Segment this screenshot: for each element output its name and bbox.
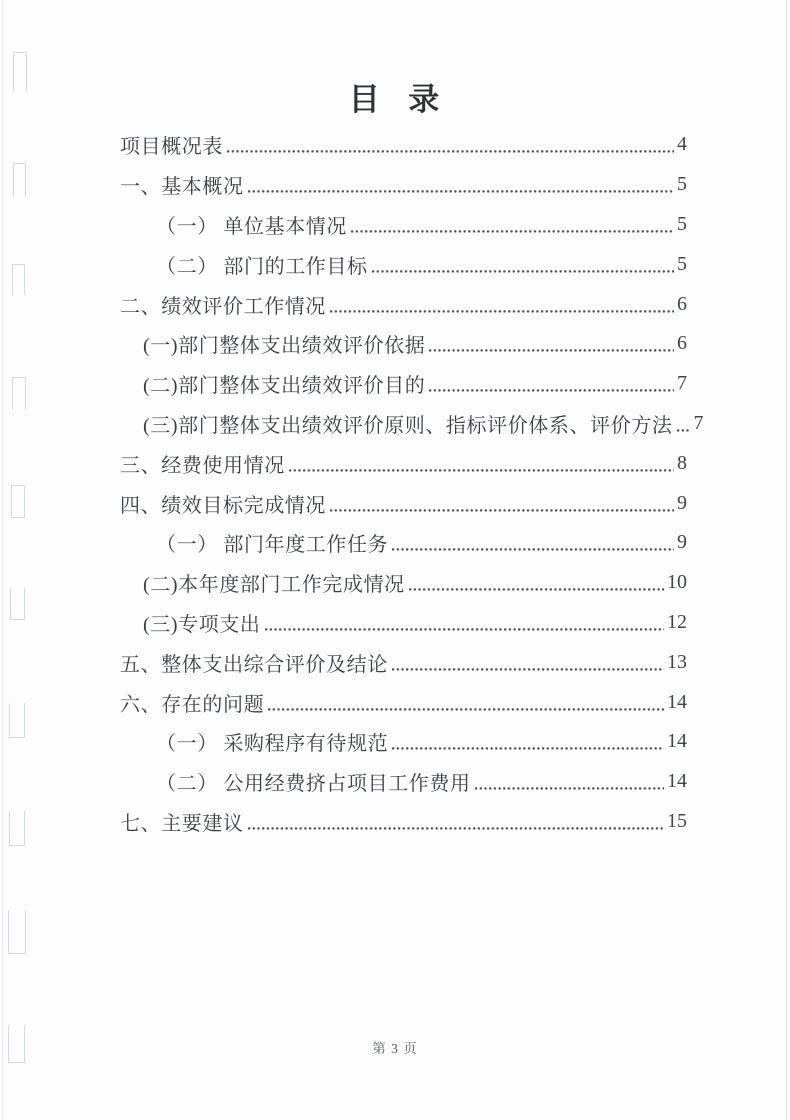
toc-entry-label: 四、绩效目标完成情况 <box>120 494 326 517</box>
toc-entry-page-number: 7 <box>693 411 704 434</box>
toc-entry-page-number: 5 <box>677 173 687 196</box>
dot-leader <box>392 548 674 551</box>
toc-entry-label: （二） 公用经费挤占项目工作费用 <box>156 773 471 796</box>
toc-entry-label: （一） 部门年度工作任务 <box>156 534 389 557</box>
dot-leader <box>330 310 674 313</box>
toc-entry <box>120 603 687 643</box>
binding-hole-mark <box>10 588 25 620</box>
toc-entry <box>120 802 687 842</box>
dot-leader <box>248 827 664 830</box>
toc-entry-label: 七、主要建议 <box>120 812 244 835</box>
toc-entry-label: (二)本年度部门工作完成情况 <box>143 574 405 597</box>
toc-entry-label: 五、整体支出综合评价及结论 <box>120 653 388 676</box>
toc-entry-page-number: 7 <box>677 372 687 395</box>
binding-hole-mark <box>12 377 26 410</box>
toc-entry <box>120 244 687 284</box>
toc-entry-page-number: 15 <box>667 809 687 832</box>
toc-entry-label: 六、存在的问题 <box>120 693 265 716</box>
dot-leader <box>289 469 674 472</box>
dot-leader <box>392 668 664 671</box>
toc-entry-page-number: 13 <box>667 650 687 673</box>
toc-entry-label: (三)专项支出 <box>143 613 261 636</box>
dot-leader <box>265 628 664 631</box>
toc-entry <box>120 165 687 205</box>
dot-leader <box>330 509 674 512</box>
dot-leader <box>677 429 691 432</box>
dot-leader <box>227 150 674 153</box>
toc-entry-page-number: 9 <box>677 531 687 554</box>
toc-entry <box>120 324 687 364</box>
toc-entry-page-number: 4 <box>677 133 687 156</box>
dot-leader <box>248 190 674 193</box>
toc-entry-page-number: 5 <box>677 212 687 235</box>
toc-entry <box>120 404 704 444</box>
toc-entry <box>120 125 687 165</box>
dot-leader <box>475 787 664 790</box>
toc-entry-label: (二)部门整体支出绩效评价目的 <box>143 375 426 398</box>
dot-leader <box>351 230 674 233</box>
toc-entry-page-number: 14 <box>667 730 687 753</box>
binding-hole-mark <box>12 264 25 295</box>
page-footer: 第 3 页 <box>372 1041 418 1056</box>
binding-hole-mark <box>13 163 26 197</box>
toc-entry-page-number: 6 <box>677 292 687 315</box>
binding-hole-mark <box>11 485 25 518</box>
toc-entry-page-number: 12 <box>667 610 687 633</box>
toc-entry-label: （二） 部门的工作目标 <box>156 255 368 278</box>
toc-entry-page-number: 9 <box>677 491 687 514</box>
dot-leader <box>409 588 664 591</box>
page-left-edge <box>2 0 3 1120</box>
page-right-edge <box>786 0 787 1120</box>
toc-entry-label: (三)部门整体支出绩效评价原则、指标评价体系、评价方法 <box>143 414 673 437</box>
binding-hole-mark <box>9 703 25 738</box>
dot-leader <box>372 270 674 273</box>
dot-leader <box>392 747 664 750</box>
toc-entry <box>120 523 687 563</box>
toc-entry-page-number: 5 <box>677 252 687 275</box>
toc-entry-label: 项目概况表 <box>120 136 223 159</box>
page-title: 目 录 <box>348 82 442 117</box>
toc-entry <box>120 722 687 762</box>
toc-entry <box>120 642 687 682</box>
toc-entry-page-number: 14 <box>667 690 687 713</box>
toc-list <box>120 125 704 841</box>
toc-entry-label: 二、绩效评价工作情况 <box>120 295 326 318</box>
toc-entry-label: （一） 采购程序有待规范 <box>156 733 389 756</box>
toc-entry-label: 一、基本概况 <box>120 176 244 199</box>
toc-entry <box>120 205 687 245</box>
toc-entry-page-number: 10 <box>667 571 687 594</box>
binding-hole-mark <box>9 811 25 846</box>
toc-entry <box>120 483 687 523</box>
toc-entry-label: 三、经费使用情况 <box>120 454 285 477</box>
toc-entry <box>120 364 687 404</box>
toc-entry <box>120 284 687 324</box>
binding-hole-mark <box>8 910 26 954</box>
dot-leader <box>429 389 674 392</box>
toc-entry-label: (一)部门整体支出绩效评价依据 <box>143 335 426 358</box>
dot-leader <box>429 349 674 352</box>
dot-leader <box>268 708 664 711</box>
toc-entry-page-number: 14 <box>667 770 687 793</box>
toc-entry <box>120 443 687 483</box>
toc-entry-page-number: 8 <box>677 451 687 474</box>
toc-entry <box>120 563 687 603</box>
toc-entry <box>120 682 687 722</box>
toc-entry <box>120 762 687 802</box>
toc-entry-page-number: 6 <box>677 332 687 355</box>
toc-entry-label: （一） 单位基本情况 <box>156 215 347 238</box>
